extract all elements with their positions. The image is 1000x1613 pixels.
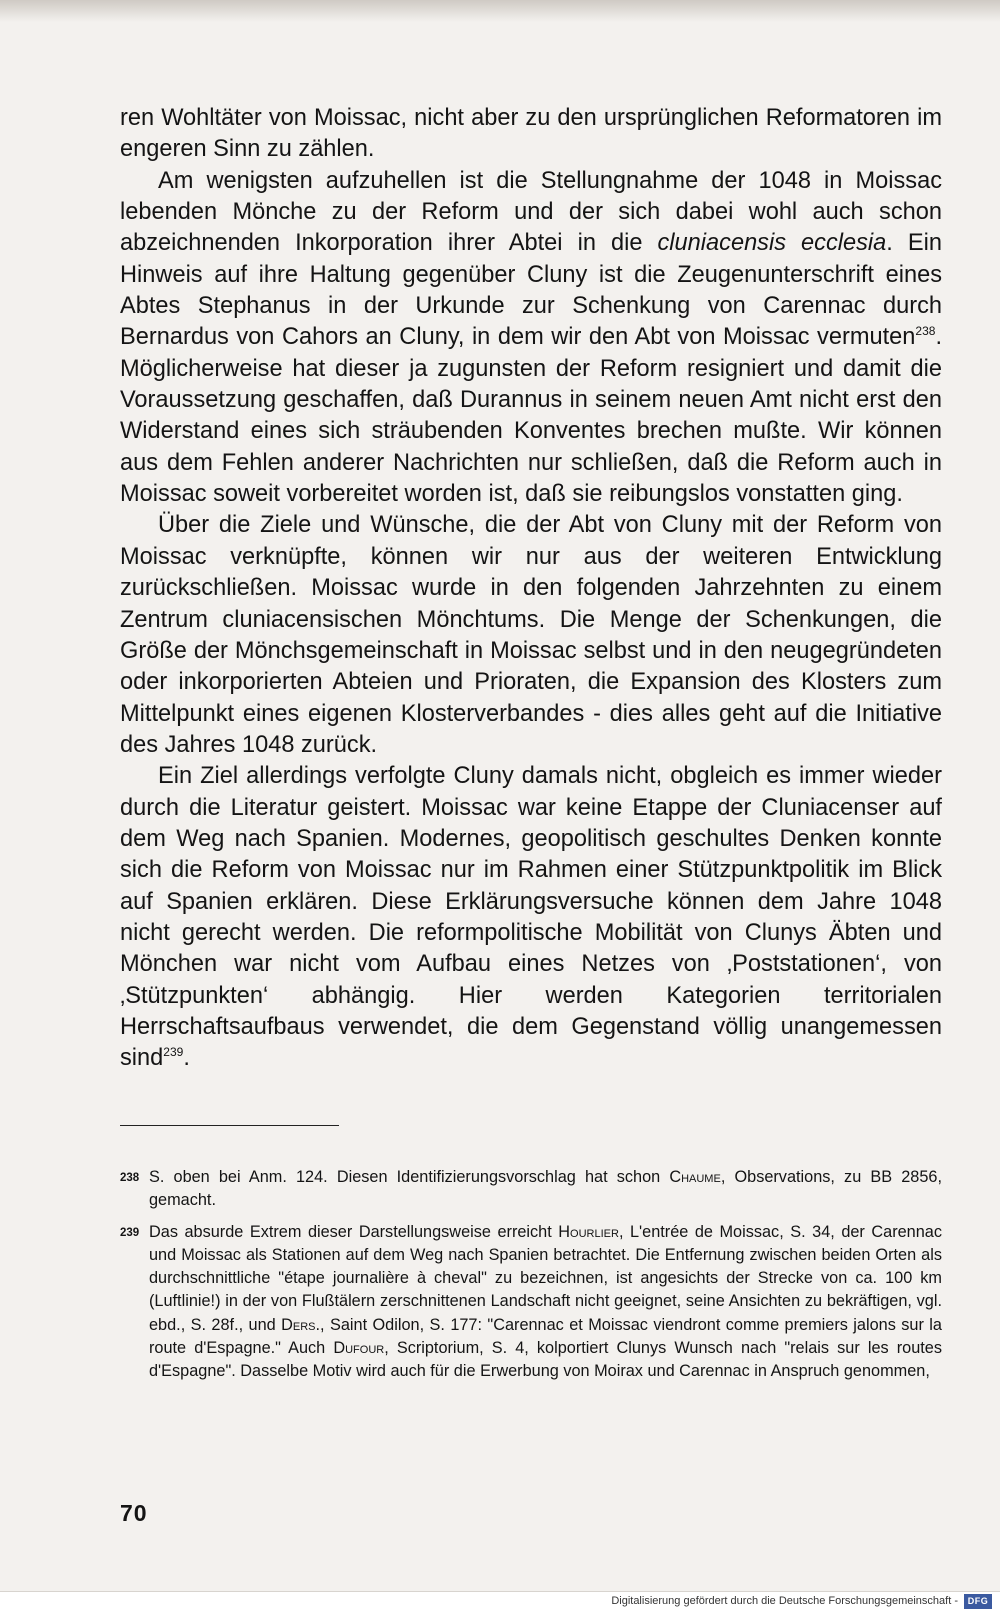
dfg-logo-icon: DFG bbox=[964, 1594, 992, 1609]
text-run: Über die Ziele und Wünsche, die der Abt von Cluny mit der Reform von Moissac verknüpfte, können wir nur aus der weiteren Entwicklung zurückschließen. Moissac wurde in den folgenden Jahrzehnten zu einem Zentrum cluniacensischen Mönchtums. Die Menge der Schenkungen, die Größe der Mönchsgemeinschaft in Moissac selbst und in den neugegründeten oder inkorporierten Abteien und Prioraten, die Expansion des Klosters zum Mittelpunkt eines eigenen Klosterverbandes - dies alles geht auf die Initiative des Jahres 1048 zurück. bbox=[120, 512, 942, 758]
text-run: Das absurde Extrem dieser Darstellungsweise erreicht bbox=[149, 1222, 559, 1241]
body-text bbox=[120, 103, 942, 1075]
paragraph bbox=[120, 510, 942, 761]
footnote bbox=[120, 1166, 942, 1213]
digitization-footer bbox=[0, 1591, 1000, 1613]
text-run: ., Saint Odilon, S. 177: "Carennac et Moissac viendront comme premiers jalons sur la route d'Espagne." Auch bbox=[149, 1315, 942, 1358]
paragraph bbox=[120, 761, 942, 1074]
paragraph bbox=[120, 166, 942, 511]
footnote-separator bbox=[120, 1125, 339, 1126]
text-run: Am wenigsten aufzuhellen ist die Stellungnahme der 1048 in Moissac lebenden Mönche zu der Reform und der sich dabei wohl auch schon abzeichnenden Inkorporation ihrer Abtei in die bbox=[120, 167, 942, 257]
page-number: 70 bbox=[120, 1500, 148, 1526]
author-name: Ders bbox=[281, 1315, 316, 1334]
author-name: Chaume bbox=[669, 1168, 721, 1186]
text-run: . Ein Hinweis auf ihre Haltung gegenüber Cluny ist die Zeugenunterschrift eines Abtes Stephanus in der Urkunde zur Schenkung von Carennac durch Bernardus von Cahors an Cluny, in dem wir den Abt von Moissac vermuten bbox=[120, 230, 942, 351]
scan-edge-shadow bbox=[0, 0, 1000, 22]
text-run: . bbox=[183, 1045, 190, 1072]
footnote-reference: 238 bbox=[915, 324, 936, 339]
author-name: Dufour bbox=[333, 1339, 385, 1358]
footnote-reference: 239 bbox=[163, 1045, 184, 1060]
footnote-number: 238 bbox=[120, 1172, 140, 1184]
author-name: Hourlier bbox=[558, 1222, 619, 1241]
text-run: ren Wohltäter von Moissac, nicht aber zu den ursprünglichen Reformatoren im engeren Sinn zu zählen. bbox=[120, 105, 942, 163]
text-run: Ein Ziel allerdings verfolgte Cluny damals nicht, obgleich es immer wieder durch die Literatur geistert. Moissac war keine Etappe der Cluniacenser auf dem Weg nach Spanien. Modernes, geopolitisch geschultes Denken konnte sich die Reform von Moissac nur im Rahmen einer Stützpunktpolitik im Blick auf Spanien erklären. Diese Erklärungsversuche können dem Jahre 1048 nicht gerecht werden. Die reformpolitische Mobilität von Clunys Äbten und Mönchen war nicht vom Aufbau eines Netzes von ‚Poststationen‘, von ‚Stützpunkten‘ abhängig. Hier werden Kategorien territorialen Herrschaftsaufbaus verwendet, die dem Gegenstand völlig unangemessen sind bbox=[120, 763, 942, 1072]
footnote bbox=[120, 1221, 942, 1384]
paragraph bbox=[120, 103, 942, 166]
footer-text: Digitalisierung gefördert durch die Deutsche Forschungsgemeinschaft - bbox=[611, 1595, 958, 1607]
footnote-number: 239 bbox=[120, 1226, 140, 1239]
text-run: , L'entrée de Moissac, S. 34, der Carennac und Moissac als Stationen auf dem Weg nach Spanien betrachtet. Die Entfernung zwischen beiden Orten als durchschnittliche "étape journalière à cheval" zu bezeichnen, ist angesichts der Strecke von ca. 100 km (Luftlinie!) in der von Flußtälern zerschnittenen Landschaft nicht geeignet, seine Ansichten zu bekräftigen, vgl. ebd., S. 28f., und bbox=[149, 1222, 942, 1334]
text-run: S. oben bei Anm. 124. Diesen Identifizierungsvorschlag hat schon bbox=[149, 1168, 670, 1186]
footnotes bbox=[120, 1166, 942, 1392]
text-run: , Scriptorium, S. 4, kolportiert Clunys Wunsch nach "relais sur les routes d'Espagne". Dasselbe Motiv wird auch für die Erwerbung von Moirax und Carennac in Anspruch genommen, bbox=[149, 1339, 942, 1381]
italic-text: cluniacensis ecclesia bbox=[657, 230, 887, 257]
text-run: . Möglicherweise hat dieser ja zugunsten der Reform resigniert und damit die Voraussetzung geschaffen, daß Durannus in seinem neuen Amt nicht erst den Widerstand eines sich sträubenden Konventes brechen mußte. Wir können aus dem Fehlen anderer Nachrichten nur schließen, daß die Reform auch in Moissac soweit vorbereitet worden ist, daß sie reibungslos vonstatten ging. bbox=[120, 324, 942, 508]
text-run: , Observations, zu BB 2856, gemacht. bbox=[149, 1168, 942, 1210]
